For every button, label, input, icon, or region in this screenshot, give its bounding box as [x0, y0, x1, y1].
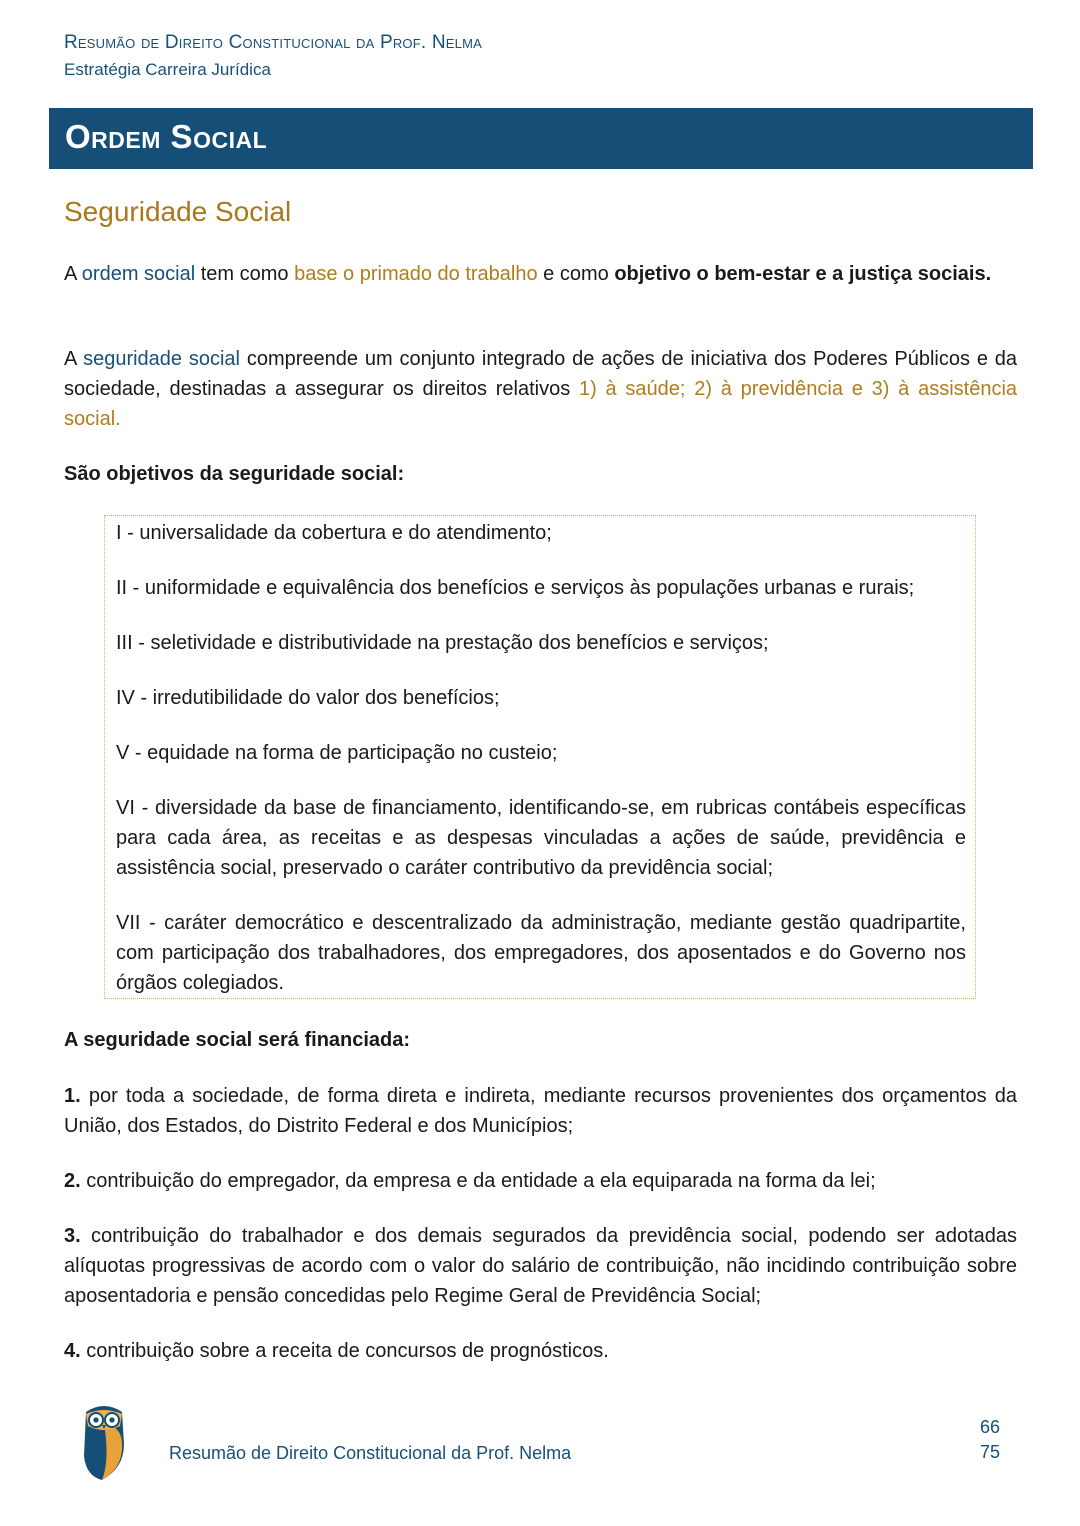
- p1-highlight-base: base o primado do trabalho: [294, 263, 538, 285]
- p2-highlight-direitos: 1) à saúde; 2) à previdência e 3) à assistência social.: [64, 378, 1018, 430]
- chapter-title: Ordem Social: [65, 118, 268, 155]
- financiamento-heading: A seguridade social será financiada:: [64, 1029, 411, 1051]
- p2-text: A: [64, 348, 84, 370]
- objetivos-box: [104, 515, 976, 999]
- section-title: Seguridade Social: [64, 196, 292, 227]
- p2-text: compreende um conjunto integrado de ações de iniciativa dos Poderes Públicos e da sociedade, destinadas a assegurar os direitos relativos: [64, 348, 1018, 400]
- footer-text: Resumão de Direito Constitucional da Prof. Nelma: [169, 1443, 572, 1463]
- item-number: 2.: [64, 1170, 81, 1192]
- objetivo-item: I - universalidade da cobertura e do atendimento;: [116, 522, 552, 544]
- paragraph-ordem-social: [64, 259, 1017, 289]
- running-header: [64, 32, 482, 80]
- objetivos-heading: São objetivos da seguridade social:: [64, 463, 405, 485]
- item-number: 1.: [64, 1085, 81, 1107]
- page-number: 66: [979, 1417, 1000, 1437]
- objetivo-item: III - seletividade e distributividade na prestação dos benefícios e serviços;: [116, 632, 769, 654]
- header-subtitle: Estratégia Carreira Jurídica: [64, 60, 271, 79]
- item-text: por toda a sociedade, de forma direta e indireta, mediante recursos provenientes dos orçamentos da União, dos Estados, do Distrito Federal e dos Municípios;: [64, 1085, 1017, 1137]
- item-text: contribuição sobre a receita de concursos de prognósticos.: [80, 1340, 609, 1362]
- p1-text: tem como: [195, 263, 295, 285]
- item-number: 4.: [64, 1340, 81, 1362]
- p1-text: A: [64, 263, 82, 285]
- financiamento-item: [64, 1336, 1017, 1366]
- objetivo-item: VI - diversidade da base de financiamento, identificando-se, em rubricas contábeis específicas para cada área, as receitas e as despesas vinculadas a ações de saúde, previdência e assistência social, preservado o caráter contributivo da previdência social;: [116, 797, 966, 879]
- p2-highlight-seguridade: seguridade social: [83, 348, 241, 370]
- item-text: contribuição do trabalhador e dos demais segurados da previdência social, podendo ser adotadas alíquotas progressivas de acordo com o valor do salário de contribuição, não incidindo contribuição sobre aposentadoria e pensão concedidas pelo Regime Geral de Previdência Social;: [64, 1225, 1017, 1307]
- owl-logo-icon: [80, 1400, 128, 1482]
- header-title: Resumão de Direito Constitucional da Prof. Nelma: [64, 32, 482, 53]
- objetivo-item: V - equidade na forma de participação no custeio;: [116, 742, 558, 764]
- p1-text: e como: [537, 263, 615, 285]
- item-number: 3.: [64, 1225, 81, 1247]
- p1-highlight-ordem-social: ordem social: [81, 263, 196, 285]
- financiamento-item: [64, 1166, 1017, 1196]
- paragraph-seguridade-social: [64, 344, 1017, 434]
- financiamento-item: [64, 1081, 1017, 1141]
- page-total: 75: [979, 1442, 1000, 1462]
- financiamento-item: [64, 1221, 1017, 1311]
- objetivo-item: II - uniformidade e equivalência dos benefícios e serviços às populações urbanas e rurais;: [116, 577, 915, 599]
- item-text: contribuição do empregador, da empresa e da entidade a ela equiparada na forma da lei;: [80, 1170, 876, 1192]
- chapter-band: [49, 108, 1033, 169]
- objetivo-item: IV - irredutibilidade do valor dos benefícios;: [116, 687, 500, 709]
- objetivo-item: VII - caráter democrático e descentralizado da administração, mediante gestão quadripartite, com participação dos trabalhadores, dos empregadores, dos aposentados e do Governo nos órgãos colegiados.: [116, 912, 966, 994]
- p1-highlight-objetivo: objetivo o bem-estar e a justiça sociais.: [614, 263, 992, 285]
